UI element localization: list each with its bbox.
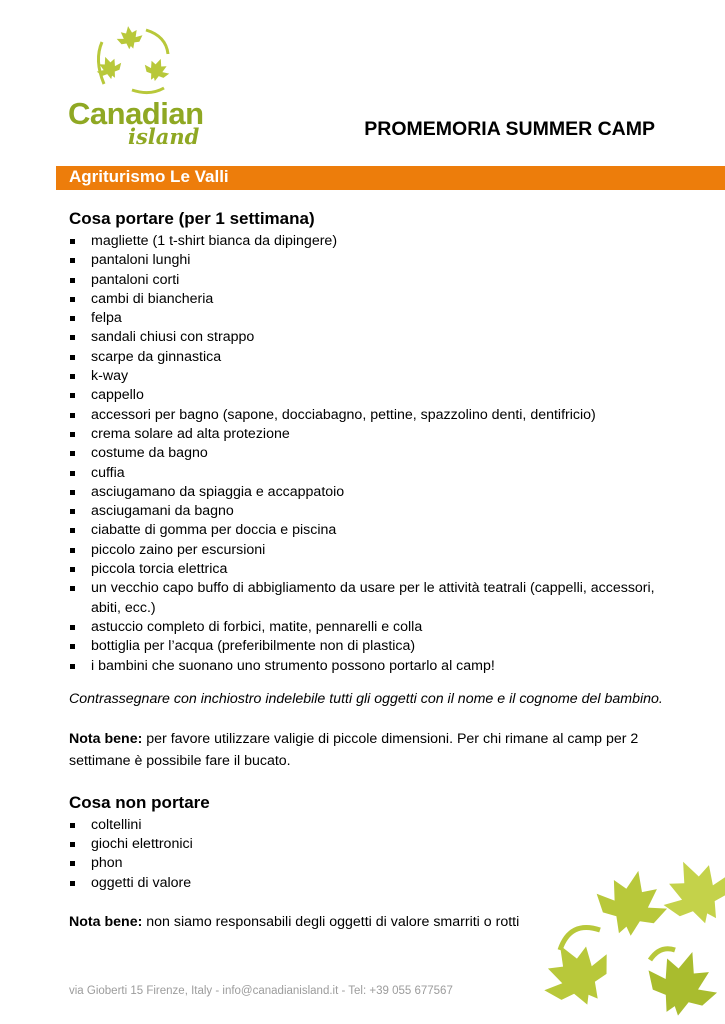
- nota-bene-label: Nota bene:: [69, 914, 143, 931]
- list-item: accessori per bagno (sapone, docciabagno, pettine, spazzolino denti, dentifricio): [69, 406, 669, 425]
- list-item: felpa: [69, 309, 669, 328]
- list-item: i bambini che suonano uno strumento possono portarlo al camp!: [69, 657, 669, 676]
- not-bring-heading: Cosa non portare: [69, 792, 210, 812]
- list-item: pantaloni lunghi: [69, 251, 669, 270]
- maple-leaves-icon: [64, 20, 204, 100]
- nota-bene-text: per favore utilizzare valigie di piccole dimensioni. Per chi rimane al camp per 2 settimane è possibile fare il bucato.: [69, 730, 639, 769]
- list-item: un vecchio capo buffo di abbigliamento da usare per le attività teatrali (cappelli, accessori, abiti, ecc.): [69, 579, 669, 618]
- list-item: sandali chiusi con strappo: [69, 328, 669, 347]
- list-item: k-way: [69, 367, 669, 386]
- logo-brand-text: Canadian: [68, 96, 204, 131]
- section-bar-label: Agriturismo Le Valli: [69, 167, 229, 186]
- nota-bene-label: Nota bene:: [69, 730, 143, 747]
- canadian-island-logo: [64, 20, 204, 150]
- list-item: pantaloni corti: [69, 271, 669, 290]
- nota-bene-text: non siamo responsabili degli oggetti di valore smarriti o rotti: [142, 914, 520, 931]
- list-item: ciabatte di gomma per doccia e piscina: [69, 521, 669, 540]
- footer-contact: via Gioberti 15 Firenze, Italy - info@canadianisland.it - Tel: +39 055 677567: [69, 985, 453, 997]
- list-item: crema solare ad alta protezione: [69, 425, 669, 444]
- marking-note: Contrassegnare con inchiostro indelebile tutti gli oggetti con il nome e il cognome del bambino.: [69, 690, 663, 707]
- list-item: piccolo zaino per escursioni: [69, 541, 669, 560]
- list-item: cuffia: [69, 464, 669, 483]
- list-item: coltellini: [69, 816, 669, 835]
- list-item: oggetti di valore: [69, 874, 669, 893]
- document-title: PROMEMORIA SUMMER CAMP: [364, 118, 655, 140]
- main-content: [69, 208, 669, 933]
- bring-list: [69, 232, 669, 676]
- list-item: giochi elettronici: [69, 835, 669, 854]
- list-item: piccola torcia elettrica: [69, 560, 669, 579]
- section-bar: [56, 166, 725, 190]
- list-item: asciugamani da bagno: [69, 502, 669, 521]
- list-item: costume da bagno: [69, 444, 669, 463]
- maple-leaf-decoration-icon: [540, 850, 725, 1024]
- list-item: phon: [69, 854, 669, 873]
- list-item: cappello: [69, 386, 669, 405]
- bring-heading: Cosa portare (per 1 settimana): [69, 209, 315, 228]
- list-item: magliette (1 t-shirt bianca da dipingere): [69, 232, 669, 251]
- list-item: asciugamano da spiaggia e accappatoio: [69, 483, 669, 502]
- list-item: cambi di biancheria: [69, 290, 669, 309]
- list-item: bottiglia per l’acqua (preferibilmente non di plastica): [69, 637, 669, 656]
- list-item: astuccio completo di forbici, matite, pennarelli e colla: [69, 618, 669, 637]
- logo-sub-text: island: [128, 124, 200, 149]
- nota-bene-luggage: [69, 728, 669, 772]
- list-item: scarpe da ginnastica: [69, 348, 669, 367]
